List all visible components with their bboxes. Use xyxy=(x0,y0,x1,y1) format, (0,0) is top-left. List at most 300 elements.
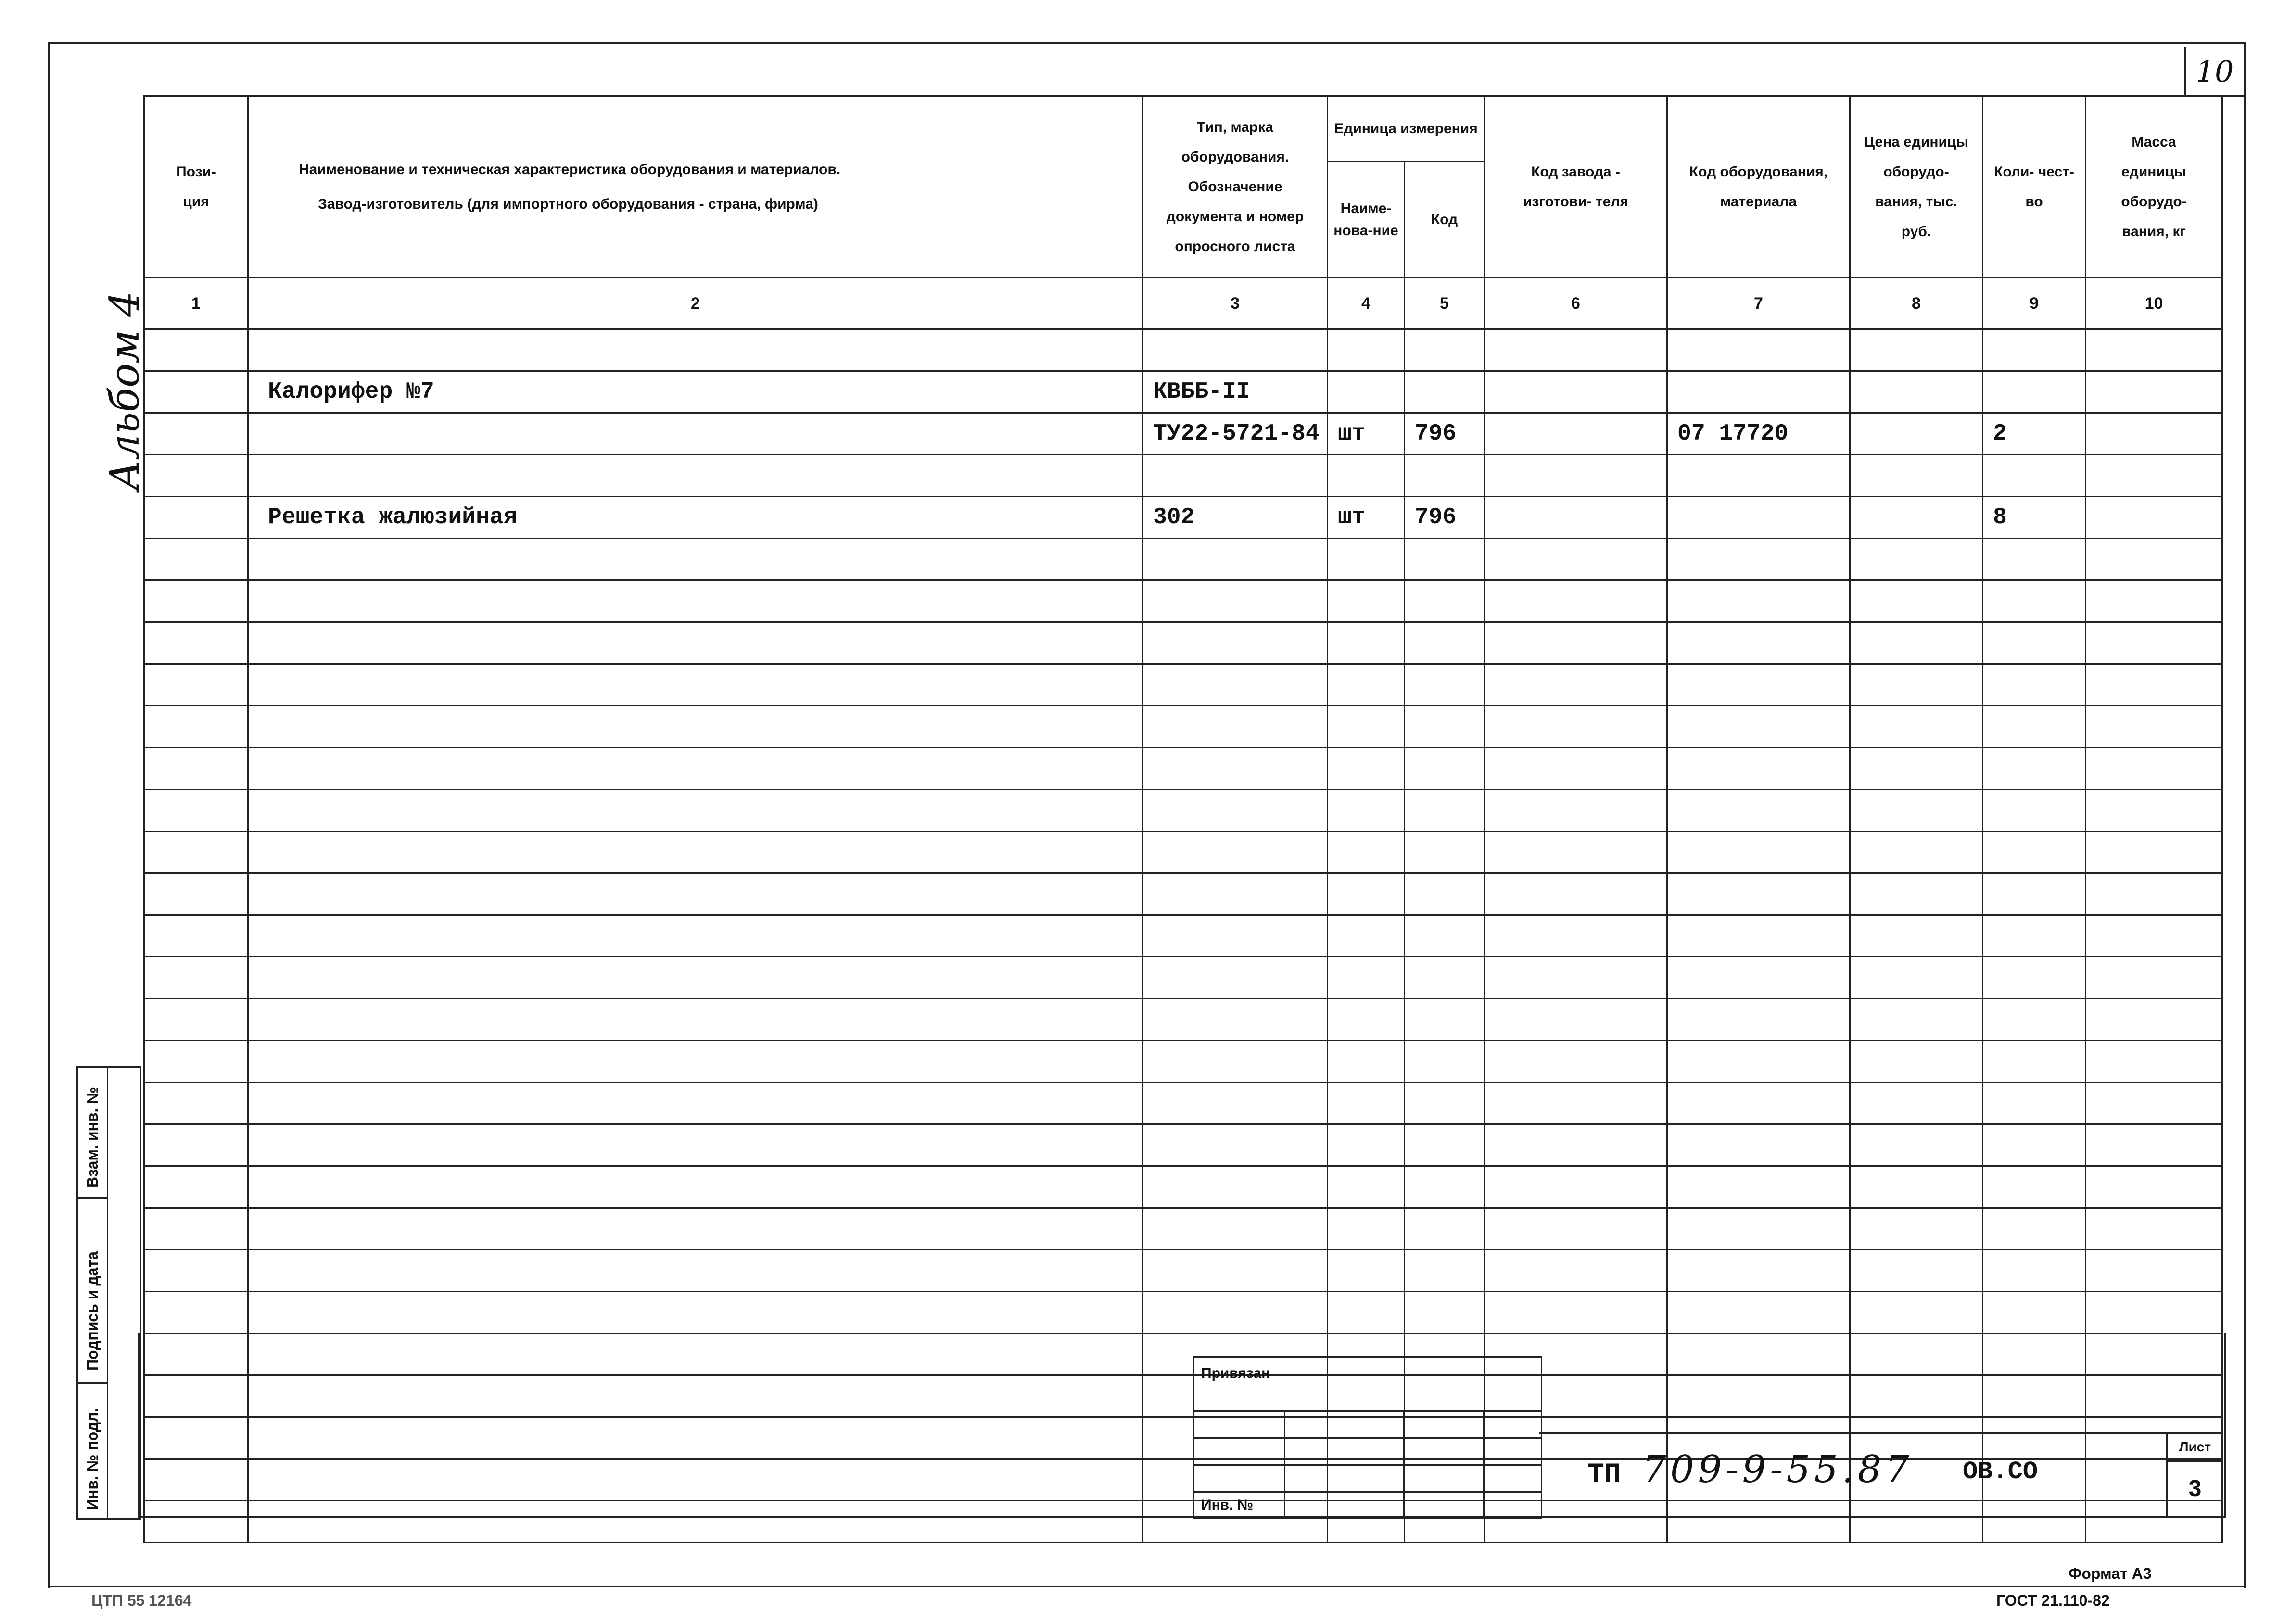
specification-table xyxy=(143,95,2223,1543)
cell-code xyxy=(1405,999,1485,1041)
cell-price xyxy=(1850,1208,1983,1250)
cell-qty xyxy=(1983,1083,2086,1124)
cell-name: Калорифер №7 xyxy=(248,371,1143,413)
cell-mark xyxy=(1143,706,1328,748)
cell-qty: 2 xyxy=(1983,413,2086,455)
side-stamp-strip xyxy=(76,1066,141,1520)
title-block xyxy=(1539,1432,2222,1517)
cell-name xyxy=(248,1166,1143,1208)
cell-eqcode xyxy=(1667,1124,1850,1166)
table-row xyxy=(144,371,2222,413)
cell-eqcode xyxy=(1667,748,1850,790)
cell-unit xyxy=(1328,1124,1405,1166)
document-code-number: 709-9-55.87 xyxy=(1642,1448,1913,1491)
table-row xyxy=(144,413,2222,455)
col-num-7: 7 xyxy=(1667,278,1850,329)
cell-eqcode xyxy=(1667,539,1850,580)
cell-mark xyxy=(1143,1083,1328,1124)
table-row xyxy=(144,873,2222,915)
cell-price xyxy=(1850,1166,1983,1208)
cell-price xyxy=(1850,1124,1983,1166)
cell-price xyxy=(1850,957,1983,999)
cell-plant xyxy=(1485,1166,1667,1208)
cell-code xyxy=(1405,748,1485,790)
cell-price xyxy=(1850,622,1983,664)
cell-eqcode xyxy=(1667,1083,1850,1124)
cell-mark xyxy=(1143,1250,1328,1292)
cell-qty: 8 xyxy=(1983,497,2086,539)
footer-left-code: ЦТП 55 12164 xyxy=(91,1592,192,1609)
cell-mark xyxy=(1143,580,1328,622)
cell-plant xyxy=(1485,580,1667,622)
cell-code xyxy=(1405,622,1485,664)
cell-plant xyxy=(1485,748,1667,790)
cell-unit xyxy=(1328,999,1405,1041)
table-row xyxy=(144,1292,2222,1334)
cell-name xyxy=(248,706,1143,748)
cell-pos xyxy=(144,413,248,455)
sheet-value: 3 xyxy=(2188,1475,2202,1501)
cell-unit xyxy=(1328,1041,1405,1083)
cell-mass xyxy=(2086,748,2222,790)
cell-price xyxy=(1850,790,1983,831)
cell-price xyxy=(1850,915,1983,957)
cell-code xyxy=(1405,873,1485,915)
table-row xyxy=(144,1166,2222,1208)
header-unit-code: Код xyxy=(1405,162,1485,278)
cell-plant xyxy=(1485,957,1667,999)
col-num-8: 8 xyxy=(1850,278,1983,329)
cell-pos xyxy=(144,790,248,831)
col-num-3: 3 xyxy=(1143,278,1328,329)
table-row xyxy=(144,497,2222,539)
cell-name xyxy=(248,329,1143,371)
cell-mark xyxy=(1143,622,1328,664)
footer-format: Формат А3 xyxy=(2068,1565,2152,1582)
cell-mass xyxy=(2086,455,2222,497)
cell-name xyxy=(248,413,1143,455)
cell-eqcode xyxy=(1667,1250,1850,1292)
cell-unit xyxy=(1328,371,1405,413)
header-position: Пози- ция xyxy=(144,96,248,278)
cell-eqcode xyxy=(1667,790,1850,831)
cell-name xyxy=(248,999,1143,1041)
cell-price xyxy=(1850,748,1983,790)
cell-pos xyxy=(144,329,248,371)
header-unit-group: Единица измерения xyxy=(1328,96,1485,162)
table-row xyxy=(144,455,2222,497)
col-num-5: 5 xyxy=(1405,278,1485,329)
cell-price xyxy=(1850,873,1983,915)
cell-mark xyxy=(1143,329,1328,371)
cell-pos xyxy=(144,748,248,790)
cell-plant xyxy=(1485,371,1667,413)
cell-eqcode xyxy=(1667,371,1850,413)
col-num-2: 2 xyxy=(248,278,1143,329)
header-type-mark: Тип, марка оборудования. Обозначение документа и номер опросного листа xyxy=(1143,96,1328,278)
table-row xyxy=(144,748,2222,790)
cell-mass xyxy=(2086,1166,2222,1208)
cell-mass xyxy=(2086,831,2222,873)
cell-name xyxy=(248,664,1143,706)
cell-name xyxy=(248,1041,1143,1083)
cell-mark xyxy=(1143,664,1328,706)
sheet-label: Лист xyxy=(2168,1434,2222,1462)
cell-code xyxy=(1405,1041,1485,1083)
cell-name xyxy=(248,831,1143,873)
col-num-1: 1 xyxy=(144,278,248,329)
cell-name xyxy=(248,1083,1143,1124)
cell-mass xyxy=(2086,999,2222,1041)
cell-code xyxy=(1405,831,1485,873)
cell-unit xyxy=(1328,1250,1405,1292)
cell-qty xyxy=(1983,957,2086,999)
cell-qty xyxy=(1983,1166,2086,1208)
cell-mass xyxy=(2086,1292,2222,1334)
cell-plant xyxy=(1485,873,1667,915)
table-row xyxy=(144,539,2222,580)
cell-eqcode xyxy=(1667,999,1850,1041)
sheet-box xyxy=(2166,1434,2222,1517)
cell-pos xyxy=(144,1124,248,1166)
table-row xyxy=(144,1083,2222,1124)
cell-name xyxy=(248,455,1143,497)
cell-eqcode xyxy=(1667,329,1850,371)
col-num-10: 10 xyxy=(2086,278,2222,329)
cell-code xyxy=(1405,1083,1485,1124)
cell-code xyxy=(1405,706,1485,748)
cell-plant xyxy=(1485,1292,1667,1334)
table-row xyxy=(144,831,2222,873)
cell-pos xyxy=(144,999,248,1041)
cell-mass xyxy=(2086,539,2222,580)
cell-mass xyxy=(2086,706,2222,748)
side-label-inv-no-orig: Инв. № подл. xyxy=(84,1408,101,1510)
cell-qty xyxy=(1983,371,2086,413)
cell-qty xyxy=(1983,1292,2086,1334)
cell-pos xyxy=(144,1250,248,1292)
cell-eqcode xyxy=(1667,455,1850,497)
cell-mark: ТУ22-5721-84 xyxy=(1143,413,1328,455)
stamp-inv-no-label: Инв. № xyxy=(1201,1497,1254,1513)
cell-name xyxy=(248,873,1143,915)
cell-pos xyxy=(144,497,248,539)
cell-unit xyxy=(1328,455,1405,497)
cell-unit: шт xyxy=(1328,413,1405,455)
cell-code xyxy=(1405,1292,1485,1334)
cell-eqcode xyxy=(1667,957,1850,999)
cell-mass xyxy=(2086,664,2222,706)
cell-code: 796 xyxy=(1405,413,1485,455)
document-suffix: ОВ.СО xyxy=(1963,1458,2038,1486)
cell-unit xyxy=(1328,790,1405,831)
col-num-9: 9 xyxy=(1983,278,2086,329)
cell-price xyxy=(1850,371,1983,413)
cell-name xyxy=(248,539,1143,580)
cell-price xyxy=(1850,1041,1983,1083)
cell-mark xyxy=(1143,873,1328,915)
cell-code: 796 xyxy=(1405,497,1485,539)
header-equipment-code: Код оборудования, материала xyxy=(1667,96,1850,278)
cell-unit xyxy=(1328,706,1405,748)
col-num-6: 6 xyxy=(1485,278,1667,329)
side-label-sign-date: Подпись и дата xyxy=(84,1251,101,1371)
cell-price xyxy=(1850,999,1983,1041)
cell-pos xyxy=(144,1166,248,1208)
cell-pos xyxy=(144,1208,248,1250)
cell-name xyxy=(248,1292,1143,1334)
album-label: Альбом 4 xyxy=(101,291,148,491)
header-quantity: Коли- чест- во xyxy=(1983,96,2086,278)
header-unit-name: Наиме-нова-ние xyxy=(1328,162,1405,278)
cell-name xyxy=(248,1250,1143,1292)
cell-eqcode xyxy=(1667,915,1850,957)
cell-qty xyxy=(1983,622,2086,664)
cell-mark xyxy=(1143,999,1328,1041)
cell-code xyxy=(1405,1166,1485,1208)
cell-code xyxy=(1405,957,1485,999)
cell-plant xyxy=(1485,999,1667,1041)
cell-qty xyxy=(1983,455,2086,497)
table-row xyxy=(144,622,2222,664)
cell-pos xyxy=(144,622,248,664)
cell-eqcode xyxy=(1667,664,1850,706)
cell-eqcode xyxy=(1667,580,1850,622)
table-row xyxy=(144,1208,2222,1250)
cell-eqcode xyxy=(1667,831,1850,873)
cell-qty xyxy=(1983,580,2086,622)
cell-qty xyxy=(1983,539,2086,580)
header-price: Цена единицы оборудо- вания, тыс. руб. xyxy=(1850,96,1983,278)
cell-eqcode xyxy=(1667,1292,1850,1334)
document-code xyxy=(1587,1448,1913,1491)
cell-code xyxy=(1405,455,1485,497)
cell-price xyxy=(1850,706,1983,748)
cell-unit xyxy=(1328,329,1405,371)
cell-mass xyxy=(2086,957,2222,999)
cell-mass xyxy=(2086,1041,2222,1083)
cell-eqcode xyxy=(1667,873,1850,915)
cell-unit xyxy=(1328,580,1405,622)
cell-unit: шт xyxy=(1328,497,1405,539)
cell-qty xyxy=(1983,1208,2086,1250)
table-row xyxy=(144,915,2222,957)
cell-plant xyxy=(1485,413,1667,455)
cell-name xyxy=(248,915,1143,957)
cell-qty xyxy=(1983,748,2086,790)
cell-pos xyxy=(144,664,248,706)
cell-price xyxy=(1850,329,1983,371)
cell-plant xyxy=(1485,1124,1667,1166)
cell-plant xyxy=(1485,455,1667,497)
cell-pos xyxy=(144,1292,248,1334)
cell-qty xyxy=(1983,915,2086,957)
table-row xyxy=(144,1250,2222,1292)
cell-unit xyxy=(1328,664,1405,706)
cell-name xyxy=(248,580,1143,622)
table-row xyxy=(144,664,2222,706)
cell-plant xyxy=(1485,706,1667,748)
cell-qty xyxy=(1983,999,2086,1041)
cell-pos xyxy=(144,957,248,999)
cell-code xyxy=(1405,915,1485,957)
cell-price xyxy=(1850,455,1983,497)
cell-unit xyxy=(1328,1292,1405,1334)
cell-name xyxy=(248,748,1143,790)
table-row xyxy=(144,580,2222,622)
cell-mark xyxy=(1143,1208,1328,1250)
cell-mark xyxy=(1143,1124,1328,1166)
cell-qty xyxy=(1983,790,2086,831)
cell-qty xyxy=(1983,1041,2086,1083)
cell-pos xyxy=(144,455,248,497)
cell-name xyxy=(248,1124,1143,1166)
cell-mark xyxy=(1143,831,1328,873)
cell-eqcode xyxy=(1667,1041,1850,1083)
stamp-attached-label: Привязан xyxy=(1201,1365,1270,1381)
cell-price xyxy=(1850,1250,1983,1292)
cell-name xyxy=(248,957,1143,999)
table-row xyxy=(144,999,2222,1041)
cell-code xyxy=(1405,580,1485,622)
cell-qty xyxy=(1983,831,2086,873)
cell-plant xyxy=(1485,539,1667,580)
cell-code xyxy=(1405,790,1485,831)
cell-mark xyxy=(1143,1041,1328,1083)
cell-pos xyxy=(144,873,248,915)
cell-unit xyxy=(1328,622,1405,664)
table-row xyxy=(144,790,2222,831)
cell-eqcode xyxy=(1667,706,1850,748)
cell-pos xyxy=(144,706,248,748)
cell-qty xyxy=(1983,1124,2086,1166)
cell-plant xyxy=(1485,790,1667,831)
cell-plant xyxy=(1485,622,1667,664)
cell-price xyxy=(1850,497,1983,539)
cell-code xyxy=(1405,1208,1485,1250)
header-mass: Масса единицы оборудо- вания, кг xyxy=(2086,96,2222,278)
cell-mass xyxy=(2086,622,2222,664)
cell-qty xyxy=(1983,664,2086,706)
cell-unit xyxy=(1328,831,1405,873)
cell-plant xyxy=(1485,1083,1667,1124)
cell-pos xyxy=(144,371,248,413)
cell-name xyxy=(248,1208,1143,1250)
cell-qty xyxy=(1983,873,2086,915)
document-code-prefix: ТП xyxy=(1587,1460,1621,1491)
header-name-line1: Наименование и техническая характеристика оборудования и материалов. xyxy=(299,161,841,177)
cell-eqcode xyxy=(1667,1166,1850,1208)
col-num-4: 4 xyxy=(1328,278,1405,329)
cell-plant xyxy=(1485,1250,1667,1292)
cell-mass xyxy=(2086,1124,2222,1166)
cell-code xyxy=(1405,1124,1485,1166)
cell-pos xyxy=(144,1083,248,1124)
cell-mark: КВББ-II xyxy=(1143,371,1328,413)
cell-mass xyxy=(2086,915,2222,957)
cell-mass xyxy=(2086,371,2222,413)
cell-code xyxy=(1405,1250,1485,1292)
cell-mass xyxy=(2086,497,2222,539)
cell-unit xyxy=(1328,1208,1405,1250)
side-label-replace-inv: Взам. инв. № xyxy=(84,1087,101,1188)
cell-price xyxy=(1850,1292,1983,1334)
cell-unit xyxy=(1328,1166,1405,1208)
attachment-stamp xyxy=(1193,1356,1542,1519)
cell-mass xyxy=(2086,790,2222,831)
cell-name xyxy=(248,622,1143,664)
cell-code xyxy=(1405,371,1485,413)
cell-plant xyxy=(1485,915,1667,957)
cell-eqcode xyxy=(1667,497,1850,539)
cell-mark: 302 xyxy=(1143,497,1328,539)
header-plant-code: Код завода - изготови- теля xyxy=(1485,96,1667,278)
cell-plant xyxy=(1485,497,1667,539)
cell-name: Решетка жалюзийная xyxy=(248,497,1143,539)
cell-code xyxy=(1405,664,1485,706)
header-name xyxy=(248,96,1143,278)
cell-unit xyxy=(1328,539,1405,580)
cell-mass xyxy=(2086,580,2222,622)
corner-sheet-number: 10 xyxy=(2184,47,2244,97)
cell-price xyxy=(1850,664,1983,706)
cell-mass xyxy=(2086,1250,2222,1292)
cell-plant xyxy=(1485,664,1667,706)
cell-price xyxy=(1850,1083,1983,1124)
cell-price xyxy=(1850,831,1983,873)
cell-plant xyxy=(1485,1208,1667,1250)
cell-eqcode xyxy=(1667,622,1850,664)
cell-unit xyxy=(1328,748,1405,790)
cell-plant xyxy=(1485,1041,1667,1083)
table-row xyxy=(144,1041,2222,1083)
cell-eqcode xyxy=(1667,1208,1850,1250)
cell-mass xyxy=(2086,1208,2222,1250)
cell-price xyxy=(1850,539,1983,580)
cell-qty xyxy=(1983,1250,2086,1292)
cell-qty xyxy=(1983,329,2086,371)
cell-mass xyxy=(2086,1083,2222,1124)
cell-mass xyxy=(2086,413,2222,455)
cell-unit xyxy=(1328,957,1405,999)
cell-price xyxy=(1850,413,1983,455)
cell-mark xyxy=(1143,790,1328,831)
cell-code xyxy=(1405,329,1485,371)
cell-mark xyxy=(1143,539,1328,580)
footer-standard: ГОСТ 21.110-82 xyxy=(1996,1592,2110,1609)
cell-mark xyxy=(1143,1292,1328,1334)
cell-pos xyxy=(144,580,248,622)
column-number-row xyxy=(144,278,2222,329)
cell-plant xyxy=(1485,831,1667,873)
cell-pos xyxy=(144,1041,248,1083)
cell-mark xyxy=(1143,1166,1328,1208)
cell-pos xyxy=(144,539,248,580)
cell-eqcode: 07 17720 xyxy=(1667,413,1850,455)
cell-qty xyxy=(1983,706,2086,748)
cell-mark xyxy=(1143,915,1328,957)
cell-mark xyxy=(1143,455,1328,497)
cell-plant xyxy=(1485,329,1667,371)
table-row xyxy=(144,957,2222,999)
cell-unit xyxy=(1328,1083,1405,1124)
table-row xyxy=(144,706,2222,748)
cell-mark xyxy=(1143,748,1328,790)
cell-unit xyxy=(1328,915,1405,957)
cell-pos xyxy=(144,831,248,873)
cell-mark xyxy=(1143,957,1328,999)
cell-mass xyxy=(2086,329,2222,371)
